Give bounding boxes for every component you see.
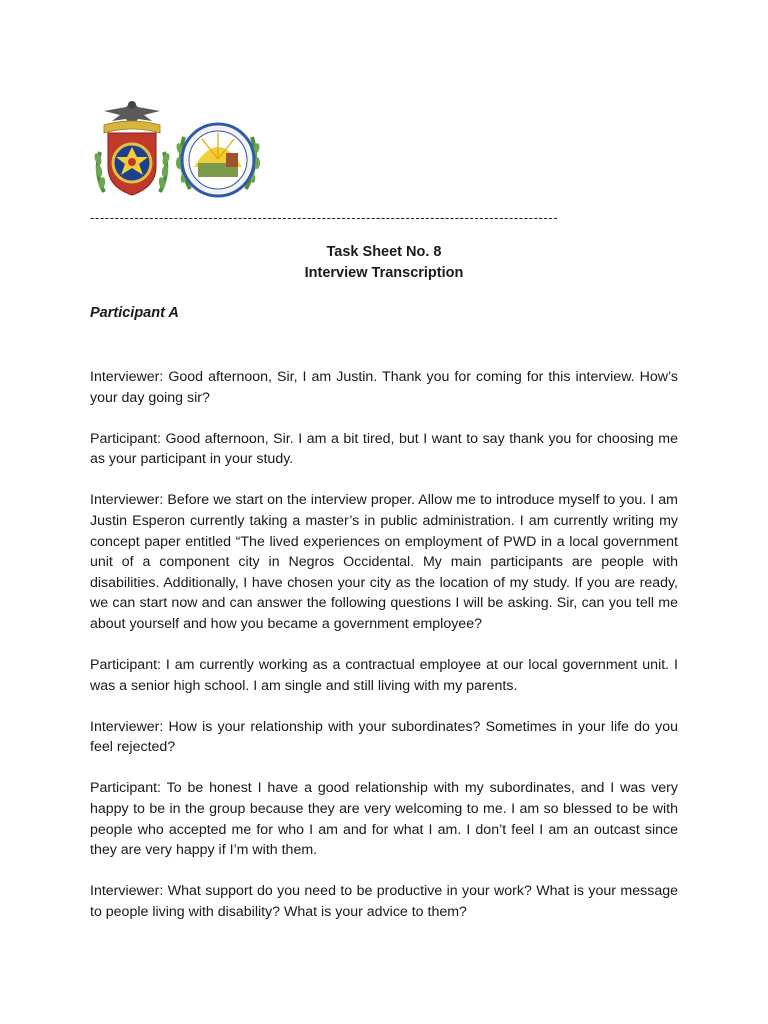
- transcript-paragraph: Participant: To be honest I have a good relationship with my subordinates, and I was very happy to be in the group because they are very welcoming to me. I am so blessed to be with people who accepted me for who I am and for what I am. I don’t feel I am an outcast since they are very happy if I’m with them.: [90, 780, 678, 859]
- document-title-block: [90, 242, 678, 284]
- header-divider: -----------------------------------------------------------------------------------------------: [90, 210, 559, 225]
- transcript-paragraph: Interviewer: Before we start on the interview proper. Allow me to introduce myself to you. I am Justin Esperon currently taking a master’s in public administration. I am currently writing my concept paper entitled “The lived experiences on employment of PWD in a local government unit of a component city in Negros Occidental. My main participants are people with disabilities. Additionally, I have chosen your city as the location of my study. If you are ready, we can start now and can answer the following questions I will be asking. Sir, can you tell me about yourself and how you became a government employee?: [90, 492, 678, 632]
- university-seal-icon: [175, 124, 260, 196]
- participant-heading: Participant A: [90, 305, 179, 321]
- task-sheet-subtitle: Interview Transcription: [304, 265, 464, 281]
- transcript-paragraph: Participant: I am currently working as a contractual employee at our local government unit. I was a senior high school. I am single and still living with my parents.: [90, 657, 678, 694]
- header-logos: [90, 97, 260, 199]
- transcript-paragraph: Interviewer: How is your relationship with your subordinates? Sometimes in your life do you feel rejected?: [90, 718, 678, 756]
- transcript-paragraph: Interviewer: What support do you need to be productive in your work? What is your message to people living with disability? What is your advice to them?: [90, 883, 678, 920]
- transcript-paragraph: Interviewer: Good afternoon, Sir, I am Justin. Thank you for coming for this interview. How’s your day going sir?: [90, 369, 678, 406]
- transcript-body: [90, 367, 678, 943]
- eagle-crest-seal-icon: [93, 101, 171, 195]
- task-sheet-title: Task Sheet No. 8: [326, 244, 442, 260]
- transcript-paragraph: Participant: Good afternoon, Sir. I am a bit tired, but I want to say thank you for choosing me as your participant in your study.: [90, 430, 678, 468]
